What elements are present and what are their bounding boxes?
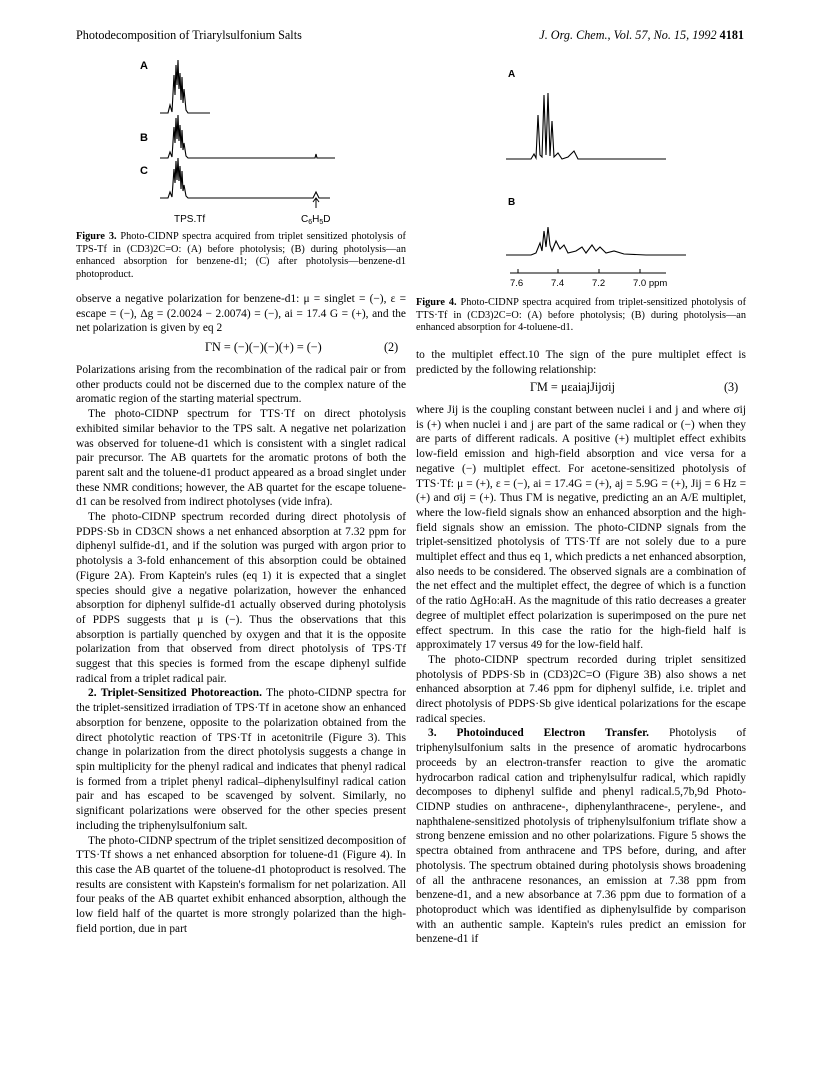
- equation-2: [205, 340, 322, 355]
- running-header-citation: [539, 28, 744, 43]
- page-number: 4181: [719, 28, 744, 42]
- fig3-trace-b: [160, 115, 335, 158]
- fig3-label-a: A: [140, 60, 148, 72]
- figure-4-caption: [416, 297, 746, 335]
- equation-3: [530, 380, 615, 395]
- fig3-label-b: B: [140, 132, 148, 144]
- fig4-tick-label-2: 7.4: [551, 278, 565, 289]
- fig4-label-a: A: [508, 69, 516, 80]
- fig3-label-c: C: [140, 165, 148, 177]
- journal-name: J. Org. Chem.,: [539, 28, 611, 42]
- fig4-trace-a: [506, 93, 666, 159]
- journal-volume: Vol. 57,: [613, 28, 651, 42]
- right-paragraph-4: [416, 726, 746, 947]
- right-paragraph-3: The photo-CIDNP spectrum recorded during triplet sensitized photolysis of PDPS·Sb in (CD3)2C=O (Figure 3B) also shows a net enhanced absorption at 7.46 ppm for diphenyl sulfide, i.e. triplet and direct photolysis of PDPS·Sb give identical polarizations for the escape radical species.: [416, 653, 746, 725]
- figure-3-spectra: [120, 55, 420, 230]
- fig3-tps-label: TPS.Tf: [174, 214, 206, 225]
- section-heading-2: 2. Triplet-Sensitized Photoreaction.: [88, 687, 262, 700]
- right-paragraph-4-text: Photolysis of triphenylsulfonium salts in the presence of aromatic hydrocarbons proceeds by an electron-transfer reaction to give the aromatic hydrocarbon radical cation and triphenylsulfur radical, which rapidly decomposes to diphenyl sulfide and phenyl radical.5,7b,9d Photo-CIDNP studies on anthracene-, diphenylanthracene-, perylene-, and naphthalene-sensitized photolysis of triphenylsulfonium triflate show a strong benzene emission and no other polarizations. Figure 5 shows the spectra obtained from anthracene and TPS before, during, and after photolysis. The spectrum obtained during photolysis shows broadening of all the anthracene resonances, an emission at 7.38 ppm from benzene-d1, and a new absorbance at 7.36 ppm due to formation of a photoproduct which was identified as diphenylsulfide by comparison with an authentic sample. Kaptein's rules predict an emission for benzene-d1 if: [416, 727, 746, 946]
- right-paragraph-1: to the multiplet effect.10 The sign of the pure multiplet effect is predicted by the following relationship:: [416, 349, 746, 376]
- left-column-body: [76, 363, 406, 936]
- left-paragraph-5-text: The photo-CIDNP spectra for the triplet-sensitized irradiation of TPS·Tf in acetone show an enhanced absorption for benzene, opposite to the polarization obtained from the direct photolytic reaction of TPS·Tf in acetonitrile (Figure 3). This change in polarization from the direct photolysis suggests a change in spin multiplicity for the phenyl radical and indicates that phenyl radical is formed from a triplet phenyl radical–diphenylsulfinyl radical cation pair and has escaped to be scavenged by solvent. Similarly, no significant polarizations were observed for the other species present including the triphenylsulfonium salt.: [76, 687, 406, 832]
- equation-2-body: ΓN = (−)(−)(−)(+) = (−): [205, 340, 322, 354]
- left-paragraph-6: The photo-CIDNP spectrum of the triplet sensitized decomposition of TTS·Tf shows a net enhanced absorption for toluene-d1 (Figure 4). In this case the AB quartet of the toluene-d1 photoproduct is resolved. The results are consistent with Kapstein's formalism for net polarization. All four peaks of the AB quartet exhibit enhanced absorption, although the low field half of the quartet is more strongly polarized than the high-field portion, due in part: [76, 834, 406, 935]
- left-paragraph-2: Polarizations arising from the recombination of the radical pair or from other products could not be discerned due to the complex nature of the aromatic region of the starting material spectrum.: [76, 364, 406, 406]
- fig3-trace-c: [160, 158, 330, 198]
- left-column: [76, 292, 406, 336]
- section-heading-3: 3. Photoinduced Electron Transfer.: [428, 727, 649, 740]
- fig4-tick-label-4: 7.0 ppm: [633, 278, 668, 289]
- left-paragraph-1: observe a negative polarization for benzene-d1: μ = singlet = (−), ε = escape = (−), Δg = (2.0024 − 2.0074) = (−), ai = 17.4 G = (+), and the net polarization is given by eq 2: [76, 293, 406, 335]
- left-paragraph-4: The photo-CIDNP spectrum recorded during direct photolysis of PDPS·Sb in CD3CN shows a net enhanced absorption at 7.32 ppm for diphenyl sulfide-d1, and if the solution was purged with argon prior to photolysis a 3-fold enhancement of this absorption could be obtained (Figure 2A). From Kaptein's rules (eq 1) it is expected that a singlet species should give a negative polarization, however the enhanced absorption for diphenyl sulfide-d1 actually observed during photolysis of PDPS suggests that μ is (−). Thus the observations that this absorption is partially quenched by oxygen and that it is the opposite polarization from that observed from direct photolysis of TPS·Tf suggest that this species is formed from the escape diphenyl sulfide radical from a triplet radical pair.: [76, 511, 406, 685]
- fig3-trace-a: [160, 60, 210, 113]
- figure-3-caption-label: Figure 3.: [76, 231, 117, 242]
- right-column-body: [416, 403, 746, 947]
- figure-3-caption-text: Photo-CIDNP spectra acquired from triplet sensitized photolysis of TPS-Tf in (CD3)2C=O: (A) before photolysis; (B) during photolysis—an enhanced absorption for benzene-d1; (C) after photolysis—benzene-d1 photoproduct.: [76, 231, 406, 280]
- equation-3-body: ΓM = μεaiajJijσij: [530, 380, 615, 394]
- equation-2-number: (2): [384, 340, 399, 354]
- right-paragraph-2: where Jij is the coupling constant between nuclei i and j and where σij is (+) when nuclei i and j are part of the same radical or (−) when they are parts of different radicals. A positive (+) multiplet effect exhibits low-field emission and high-field absorption and vice versa for a negative (−) multiplet effect. For acetone-sensitized photolysis of TTS·Tf: μ = (+), ε = (−), ai = 17.4G = (+), aj = 5.9G = (+), Jij = 6 Hz = (+) and σij = (+). Thus ΓM is negative, predicting an an A/E multiplet, where the low-field signals show an enhanced absorption and the high-field signals show an emission. The photo-CIDNP signals from the triplet-sensitized photolysis of TTS·Tf are not solely due to a pure multiplet effect and thus eq 1, which predicts a net enhanced absorption, also needs to be considered. The observed signals are a combination of the net effect and the multiplet effect, the degree of which is a function of the ratio ΔgHo:aH. As the magnitude of this ratio decreases a greater degree of multiplet effect polarization is superimposed on the pure net effect spectrum. In this case the ratio for the high-field half is approximately 17 versus 49 for the low-field half.: [416, 404, 746, 652]
- fig4-label-b: B: [508, 197, 516, 208]
- fig4-tick-label-1: 7.6: [510, 278, 524, 289]
- right-column: [416, 348, 746, 377]
- equation-3-number: (3): [724, 380, 739, 394]
- fig4-trace-b: [506, 227, 686, 255]
- fig4-tick-label-3: 7.2: [592, 278, 606, 289]
- journal-issue: No. 15, 1992: [653, 28, 717, 42]
- left-paragraph-5: [76, 686, 406, 833]
- figure-4-spectra: [496, 55, 746, 300]
- figure-3-caption: [76, 231, 406, 281]
- fig3-benzene-label: $C_6H_5D$: [301, 214, 331, 226]
- figure-4-caption-text: Photo-CIDNP spectra acquired from triplet-sensitized photolysis of TTS·Tf in (CD3)2C=O: (A) before photolysis; (B) during photolysis—an enhanced absorption for 4-toluene-d1.: [416, 297, 747, 334]
- running-header-title: Photodecomposition of Triarylsulfonium Salts: [76, 28, 302, 42]
- left-paragraph-3: The photo-CIDNP spectrum for TTS·Tf on direct photolysis exhibited similar behavior to the TPS salt. A negative net polarization was observed for toluene-d1 which is consistent with a singlet radical pair precursor. The AB quartets for the aromatic protons of both the parent salt and the toluene-d1 product appeared as a broad singlet under these NMR conditions; however, the AB quartet for the escape toluene-d1 can be resolved from indirect photolyses (vide infra).: [76, 408, 406, 509]
- figure-4-caption-label: Figure 4.: [416, 297, 457, 308]
